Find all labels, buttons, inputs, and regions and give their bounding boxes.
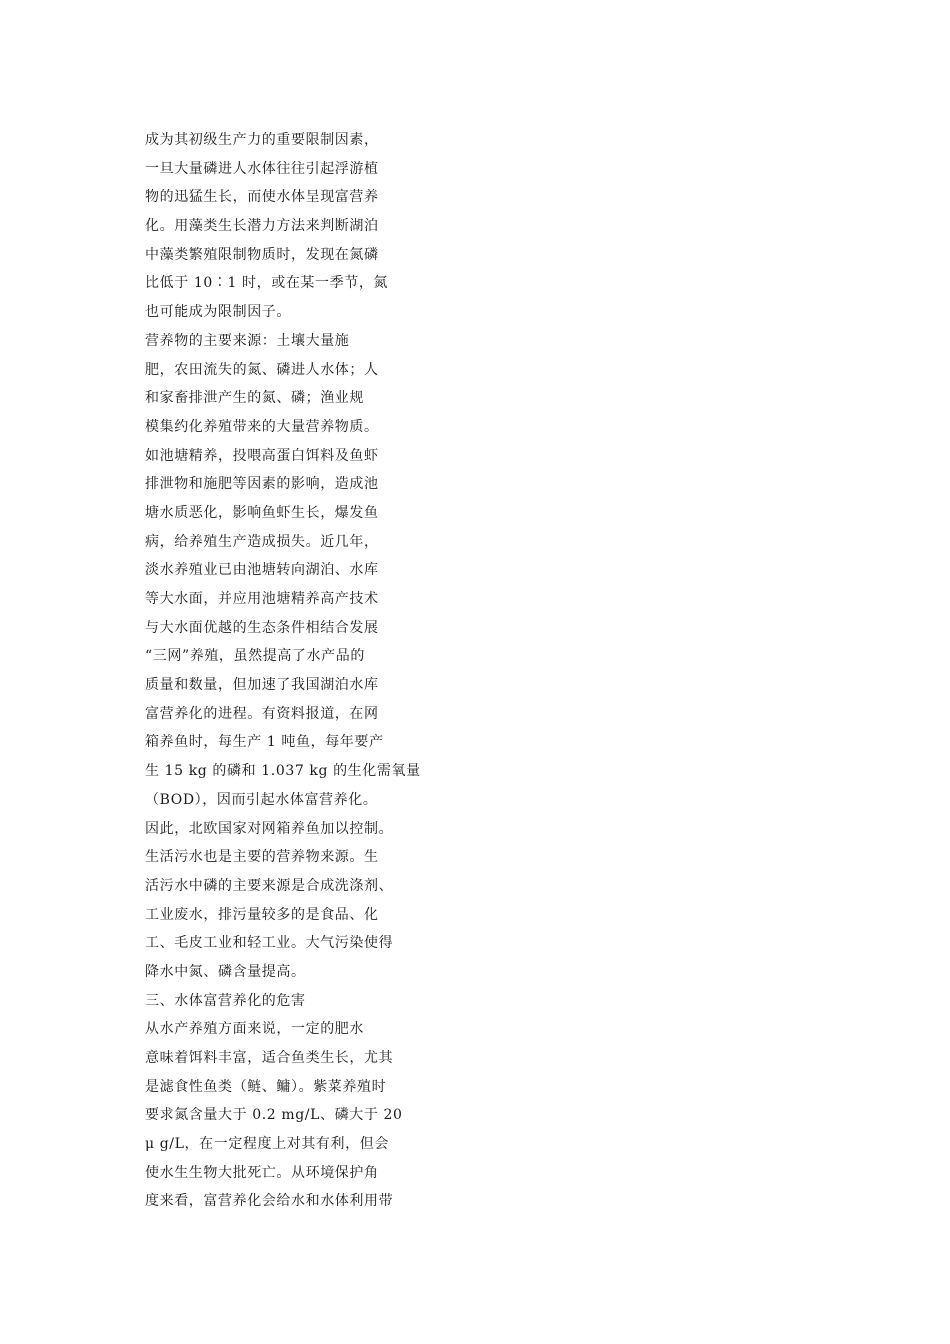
- text-line: 工业废水，排污量较多的是食品、化: [145, 906, 379, 923]
- text-line: 度来看，富营养化会给水和水体利用带: [145, 1193, 394, 1210]
- text-line: 因此，北欧国家对网箱养鱼加以控制。: [145, 820, 394, 837]
- text-line: 比低于 10∶1 时，或在某一季节，氮: [145, 275, 389, 292]
- text-line: 模集约化养殖带来的大量营养物质。: [145, 418, 379, 435]
- text-line: 活污水中磷的主要来源是合成洗涤剂、: [145, 877, 394, 894]
- text-line: 营养物的主要来源：土壤大量施: [145, 332, 350, 349]
- text-line: 如池塘精养，投喂高蛋白饵料及鱼虾: [145, 447, 379, 464]
- text-line: “三网”养殖，虽然提高了水产品的: [145, 648, 365, 665]
- text-line: 工、毛皮工业和轻工业。大气污染使得: [145, 935, 394, 952]
- text-line: 肥，农田流失的氮、磷进人水体；人: [145, 361, 379, 378]
- text-line: 塘水质恶化，影响鱼虾生长，爆发鱼: [145, 504, 379, 521]
- text-line: 降水中氮、磷含量提高。: [145, 963, 306, 980]
- text-line: 与大水面优越的生态条件相结合发展: [145, 619, 379, 636]
- text-line: 富营养化的进程。有资料报道，在网: [145, 705, 379, 722]
- text-line: 和家畜排泄产生的氮、磷；渔业规: [145, 390, 364, 407]
- text-line: 中藻类繁殖限制物质时，发现在氮磷: [145, 246, 379, 263]
- text-line: 排泄物和施肥等因素的影响，造成池: [145, 476, 379, 493]
- text-line: 等大水面，并应用池塘精养高产技术: [145, 591, 379, 607]
- text-line: 要求氮含量大于 0.2 mg/L、磷大于 20: [145, 1107, 403, 1124]
- text-line: 淡水养殖业已由池塘转向湖泊、水库: [145, 562, 379, 579]
- text-line: 也可能成为限制因子。: [145, 304, 291, 321]
- text-line: 使水生生物大批死亡。从环境保护角: [145, 1164, 379, 1181]
- text-line: 生活污水也是主要的营养物来源。生: [145, 849, 379, 866]
- text-line: （BOD），因而引起水体富营养化。: [145, 791, 378, 808]
- text-line: 从水产养殖方面来说，一定的肥水: [145, 1021, 364, 1038]
- text-line: 意味着饵料丰富，适合鱼类生长，尤其: [145, 1050, 394, 1066]
- text-line: 物的迅猛生长，而使水体呈现富营养: [145, 189, 379, 206]
- text-line: 是滤食性鱼类（鲢、鳙）。紫菜养殖时: [145, 1078, 387, 1095]
- section-heading: 三、水体富营养化的危害: [145, 992, 306, 1009]
- text-line: 生 15 kg 的磷和 1.037 kg 的生化需氧量: [145, 763, 421, 780]
- text-line: 病，给养殖生产造成损失。近几年，: [145, 533, 379, 550]
- text-line: 成为其初级生产力的重要限制因素，: [145, 132, 379, 148]
- text-line: 质量和数量，但加速了我国湖泊水库: [145, 677, 379, 694]
- text-line: 一旦大量磷进人水体往往引起浮游植: [145, 160, 379, 177]
- text-line: 化。用藻类生长潜力方法来判断湖泊: [145, 218, 379, 235]
- body-text: [145, 126, 445, 1216]
- text-line: 箱养鱼时，每生产 1 吨鱼，每年要产: [145, 734, 384, 751]
- text-line: μ g/L，在一定程度上对其有利，但会: [145, 1136, 389, 1153]
